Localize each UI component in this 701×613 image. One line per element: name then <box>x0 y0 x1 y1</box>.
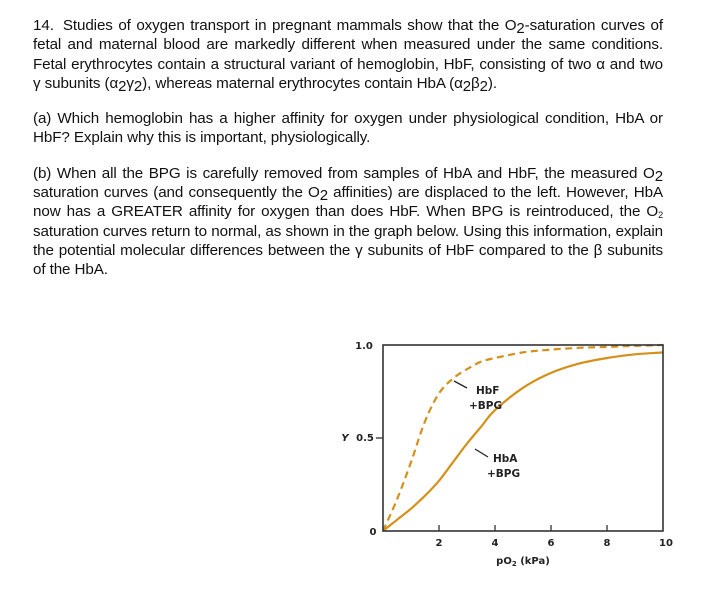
hbf-label-line2: +BPG <box>469 400 503 412</box>
x-tick-label-8: 8 <box>603 538 611 549</box>
x-axis-label: $pO_2$ (kPa) <box>496 556 550 568</box>
y-tick-label-1.0: 1.0 <box>355 341 373 352</box>
question-intro: 14. Studies of oxygen transport in pregnant mammals show that the $O_2$-saturation curves of fetal and maternal blood are markedly different when measured under the same conditions. Fetal erythrocytes contain a structural variant of hemoglobin, HbF, consisting of two α and two γ subunits $(\alpha_2\gamma_2)$, whereas maternal erythrocytes contain HbA $(\alpha_2\beta_2)$. <box>33 17 663 95</box>
x-tick-label-4: 4 <box>491 538 499 549</box>
hbf-label-leader <box>454 381 467 388</box>
hba-bpg-curve <box>383 352 663 531</box>
x-tick-label-10: 10 <box>659 538 673 549</box>
y-tick-label-0: 0 <box>369 527 377 538</box>
question-part-a: (a) Which hemoglobin has a higher affinity for oxygen under physiological condition, HbA or HbF? Explain why this is important, physiologically. <box>33 110 663 147</box>
hbf-label-line1: HbF <box>476 385 500 397</box>
y-axis-label: Y <box>341 433 349 444</box>
chart-curves <box>383 345 663 531</box>
question-part-b: (b) When all the BPG is carefully removed from samples of HbA and HbF, the measured $O_2$ saturation curves (and consequently the $O_2$ affinities) are displaced to the left. However, HbA now has a GREATER affinity for oxygen than does HbF. When BPG is reintroduced, the $O_2$ saturation curves return to normal, as shown in the graph below. Using this information, explain the potential molecular differences between the γ subunits of HbF compared to the β subunits of the HbA. <box>33 164 663 279</box>
x-axis-ticks <box>436 525 673 549</box>
hbf-bpg-curve <box>383 345 663 531</box>
hba-label-line2: +BPG <box>487 468 521 480</box>
plot-frame <box>383 345 663 531</box>
question-number: 14. <box>33 17 54 34</box>
x-tick-label-2: 2 <box>435 538 443 549</box>
hba-label-line1: HbA <box>493 453 518 465</box>
hba-label-leader <box>475 449 488 457</box>
y-tick-label-0.5: 0.5 <box>356 433 374 444</box>
x-tick-label-6: 6 <box>547 538 555 549</box>
